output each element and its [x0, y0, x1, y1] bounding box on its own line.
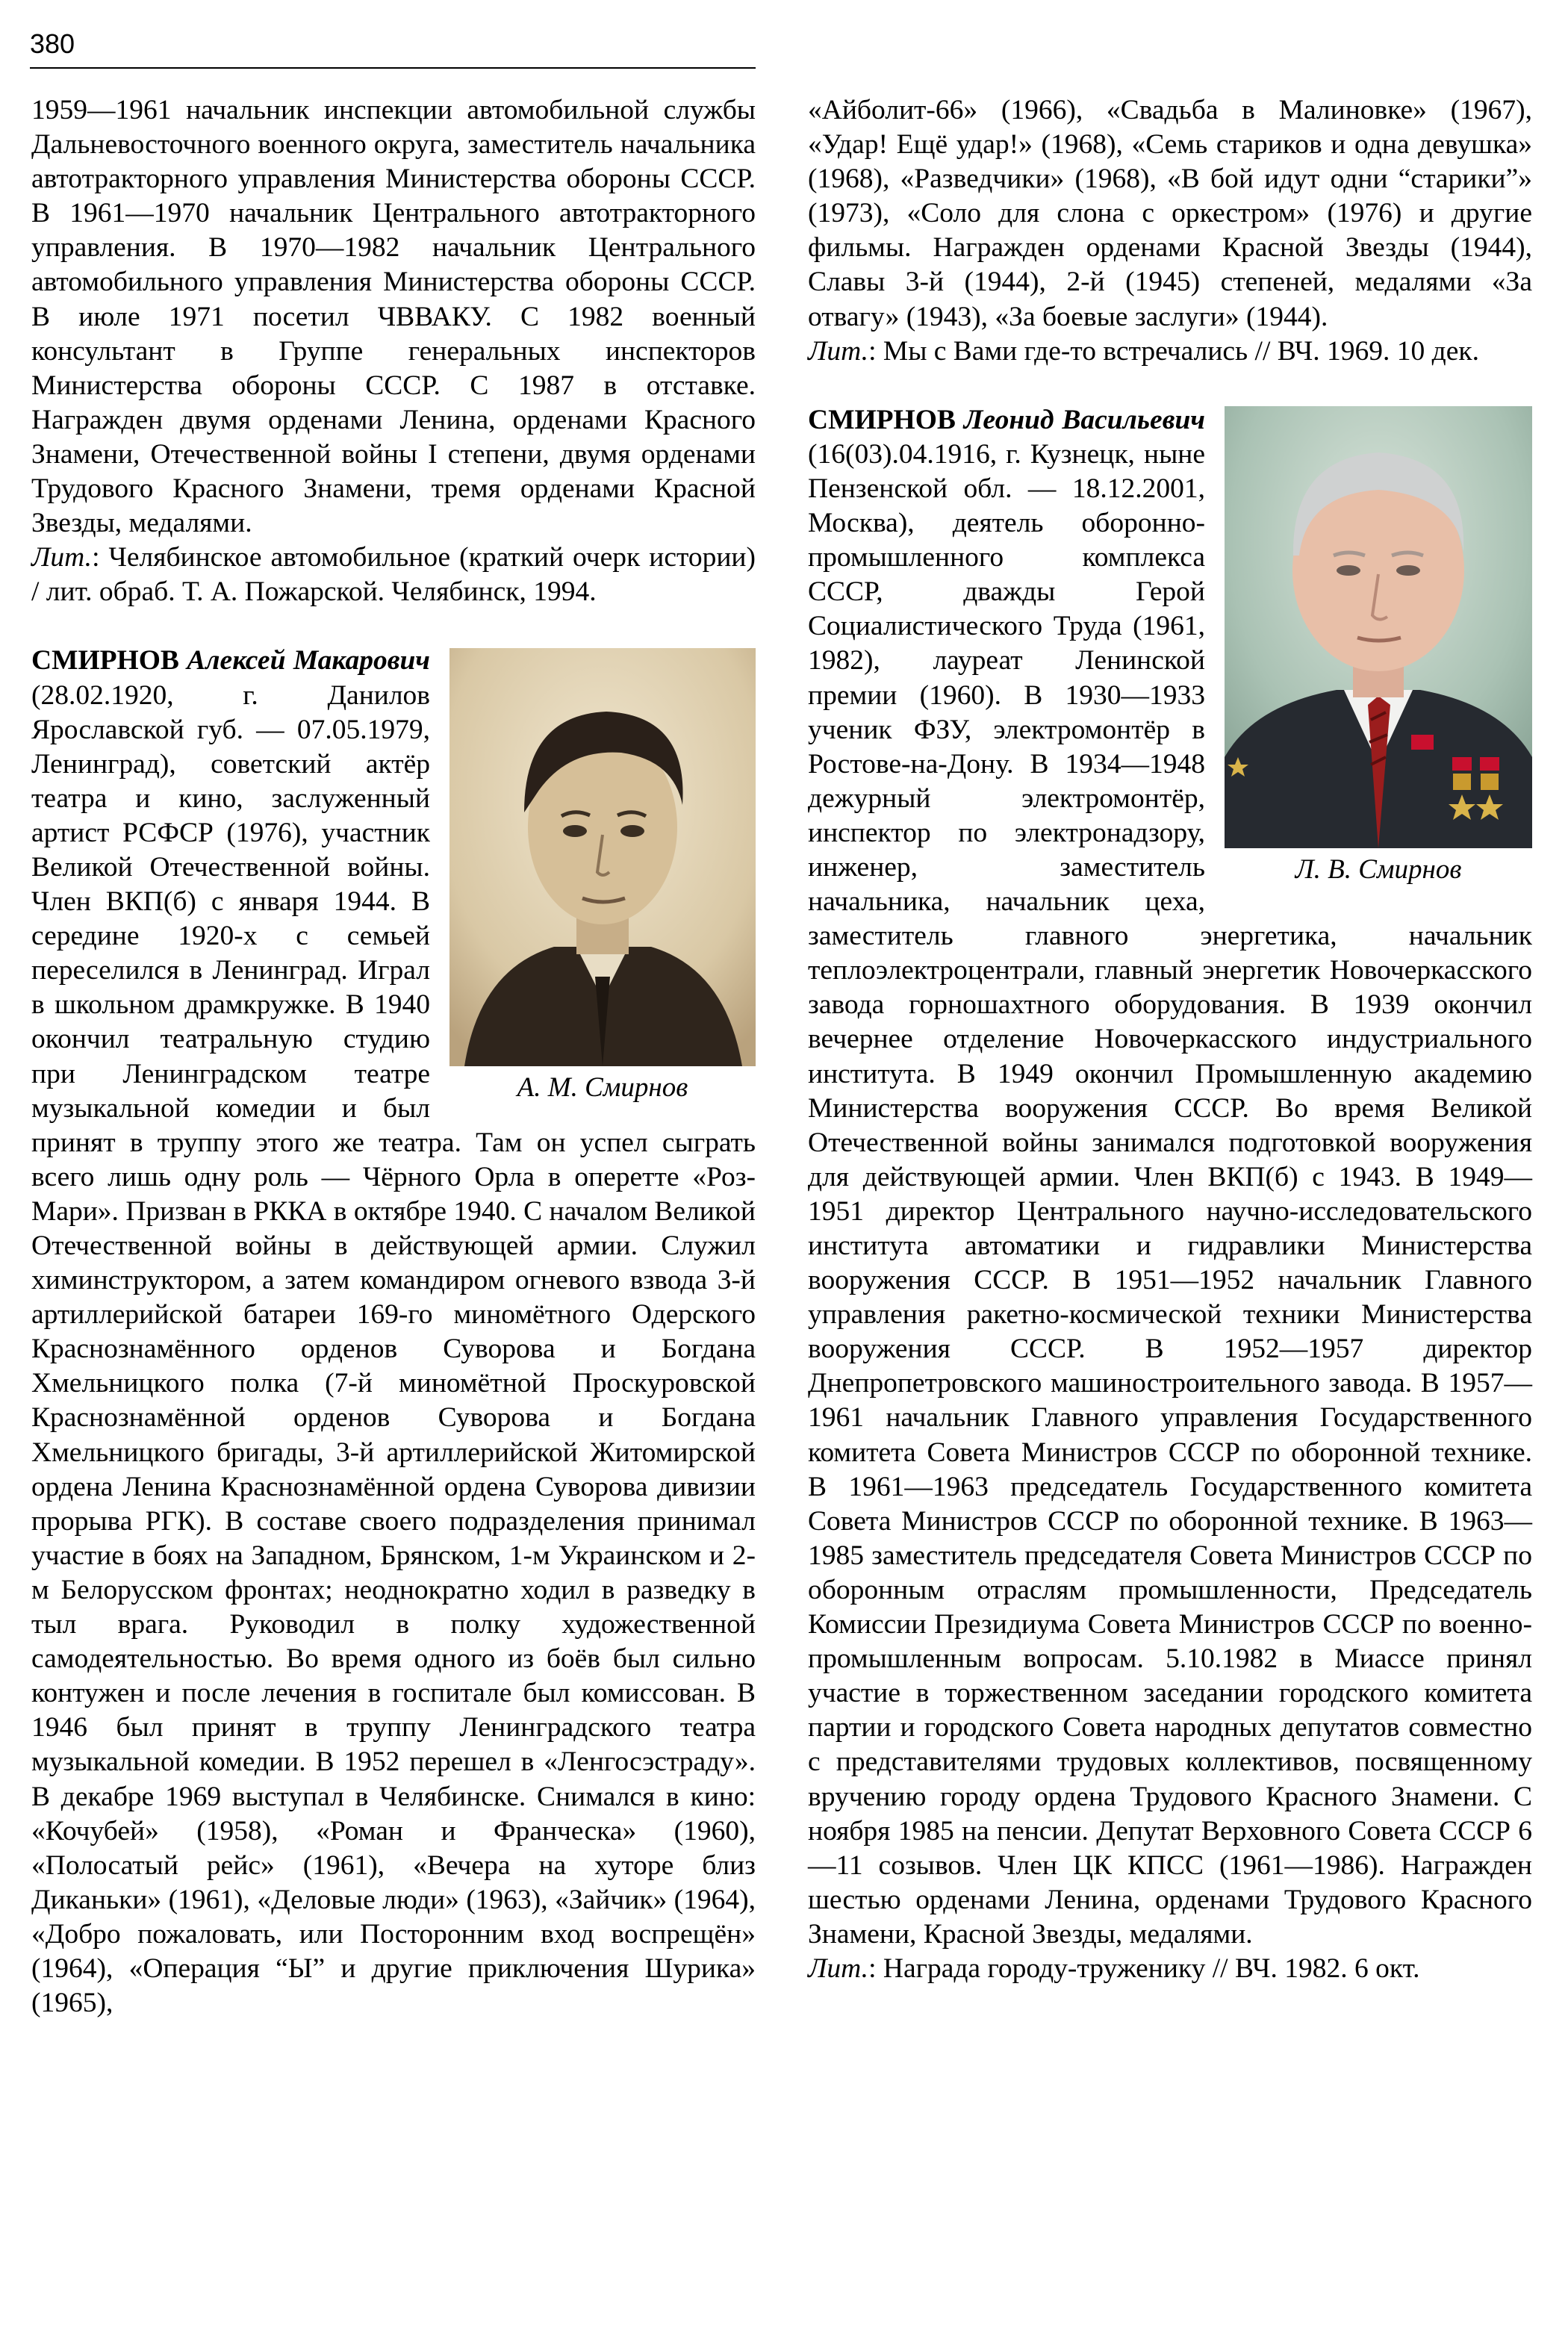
entry-smirnov-alexey	[31, 644, 756, 2020]
intro-paragraph: 1959—1961 начальник инспекции автомобильной службы Дальневосточного военного округа, заместитель начальника автотракторного управления Министерства обороны СССР. В 1961—1970 начальник Центрального автотракторного управления. В 1970—1982 начальник Центрального автомобильного управления Министерства обороны СССР. В июле 1971 посетил ЧВВАКУ. С 1982 военный консультант в Группе генеральных инспекторов Министерства обороны СССР. С 1987 в отставке. Награжден двумя орденами Ленина, орденами Красного Знамени, Отечественной войны I степени, двумя орденами Трудового Красного Знамени, тремя орденами Красной Звезды, медалями.	[31, 95, 756, 539]
portrait-photo-leonid	[1225, 406, 1532, 848]
right-column	[808, 93, 1532, 1986]
entry-smirnov-leonid	[808, 403, 1532, 1986]
entry-given-name: Алексей Макарович	[187, 645, 430, 676]
intro-literature	[31, 541, 756, 609]
entry-surname: СМИРНОВ	[31, 645, 179, 676]
entry-heading	[31, 645, 430, 676]
leonid-literature	[808, 1952, 1532, 1986]
lit-text: : Мы с Вами где-то встречались // ВЧ. 1969. 10 дек.	[868, 335, 1479, 367]
lit-text: : Челябинское автомобильное (краткий очерк истории) / лит. обраб. Т. А. Пожарской. Челябинск, 1994.	[31, 542, 756, 608]
entry-body: (28.02.1920, г. Данилов Ярославской губ. — 07.05.1979, Ленинград), советский актёр театра и кино, заслуженный артист РСФСР (1976), участник Великой Отечественной войны. Член ВКП(б) с января 1944. В середине 1920-х с семьей переселился в Ленинград. Играл в школьном драмкружке. В 1940 окончил театральную студию при Ленинградском театре музыкальной комедии и был принят в труппу этого же театра. Там он успел сыграть всего лишь одну роль — Чёрного Орла в оперетте «Роз-Мари». Призван в РККА в октябре 1940. С началом Великой Отечественной войны в действующей армии. Служил химинструктором, а затем командиром огневого взвода 3-й артиллерийской батареи 169-го миномётного Одерского Краснознамённого орденов Суворова и Богдана Хмельницкого полка (7-й миномётной Проскуровской Краснознамённой орденов Суворова и Богдана Хмельницкого бригады, 3-й артиллерийской Житомирской ордена Ленина Краснознамённой ордена Суворова дивизии прорыва РГК). В составе своего подразделения принимал участие в боях на Западном, Брянском, 1-м Украинском и 2-м Белорусском фронтах; неоднократно ходил в разведку в тыл врага. Руководил в полку художественной самодеятельностью. Во время одного из боёв был сильно контужен и после лечения в госпитале был комиссован. В 1946 был принят в труппу Ленинградского театра музыкальной комедии. В 1952 перешел в «Ленгосэстраду». В декабре 1969 выступал в Челябинске. Снимался в кино: «Кочубей» (1958), «Роман и Франческа» (1960), «Полосатый рейс» (1961), «Вечера на хуторе близ Диканьки» (1961), «Деловые люди» (1963), «Зайчик» (1964), «Добро пожаловать, или Посторонним вход воспрещён» (1964), «Операция “Ы” и другие приключения Шурика» (1965),	[31, 679, 756, 2019]
entry-gap	[31, 609, 756, 644]
lit-label: Лит.	[808, 1953, 869, 1984]
entry-text-leonid	[808, 403, 1532, 1952]
left-column	[31, 93, 756, 2020]
page-number: 380	[30, 28, 75, 59]
lit-label: Лит.	[808, 335, 869, 367]
photo-figure-leonid	[1225, 406, 1532, 887]
photo-figure-alexey	[449, 648, 756, 1105]
entry-surname: СМИРНОВ	[808, 404, 956, 435]
entry-gap	[808, 369, 1532, 403]
lit-label: Лит.	[31, 542, 93, 573]
continuation-paragraph: «Айболит-66» (1966), «Свадьба в Малиновке» (1967), «Удар! Ещё удар!» (1968), «Семь стариков и одна девушка» (1968), «Разведчики» (1968), «В бой идут одни “старики”» (1973), «Соло для слона с оркестром» (1976) и другие фильмы. Награжден орденами Красной Звезды (1944), Славы 3-й (1944), 2-й (1945) степеней, медалями «За отвагу» (1943), «За боевые заслуги» (1944).	[808, 95, 1532, 332]
lit-text: : Награда городу-труженику // ВЧ. 1982. 6 окт.	[868, 1953, 1420, 1984]
entry-heading	[808, 405, 1205, 435]
entry-body: (16(03).04.1916, г. Кузнецк, ныне Пензенской обл. — 18.12.2001, Москва), деятель оборонно-промышленного комплекса СССР, дважды Герой Социалистического Труда (1961, 1982), лауреат Ленинской премии (1960). В 1930—1933 ученик ФЗУ, электромонтёр в Ростове-на-Дону. В 1934—1948 дежурный электромонтёр, инспектор по электронадзору, инженер, заместитель начальника, начальник цеха, заместитель главного энергетика, начальник теплоэлектроцентрали, главный энергетик Новочеркасского завода горношахтного оборудования. В 1939 окончил вечернее отделение Новочеркасского индустриального института. В 1949 окончил Промышленную академию Министерства вооружения СССР. Во время Великой Отечественной войны занимался подготовкой вооружения для действующей армии. Член ВКП(б) с 1943. В 1949—1951 директор Центрального научно-исследовательского института автоматики и гидравлики Министерства вооружения СССР. В 1951—1952 начальник Главного управления ракетно-космической техники Министерства вооружения СССР. В 1952—1957 директор Днепропетровского машиностроительного завода. В 1957—1961 начальник Главного управления Государственного комитета Совета Министров СССР по оборонной технике. В 1961—1963 председатель Государственного комитета Совета Министров СССР по оборонной технике. В 1963—1985 заместитель председателя Совета Министров СССР по оборонным отраслям промышленности, Председатель Комиссии Президиума Совета Министров СССР по военно-промышленным вопросам. 5.10.1982 в Миассе принял участие в торжественном заседании городского комитета партии и городского Совета народных депутатов совместно с представителями трудовых коллективов, посвященному вручению городу ордена Трудового Красного Знамени. С ноября 1985 на пенсии. Депутат Верховного Совета СССР 6—11 созывов. Член ЦК КПСС (1961—1986). Награжден шестью орденами Ленина, орденами Трудового Красного Знамени, Красной Звезды, медалями.	[808, 438, 1532, 1950]
portrait-photo-alexey	[449, 648, 756, 1066]
continuation-literature	[808, 335, 1532, 369]
photo-caption-alexey: А. М. Смирнов	[517, 1072, 688, 1104]
entry-given-name: Леонид Васильевич	[963, 404, 1205, 435]
header-rule	[30, 67, 756, 69]
photo-caption-leonid: Л. В. Смирнов	[1295, 853, 1462, 885]
